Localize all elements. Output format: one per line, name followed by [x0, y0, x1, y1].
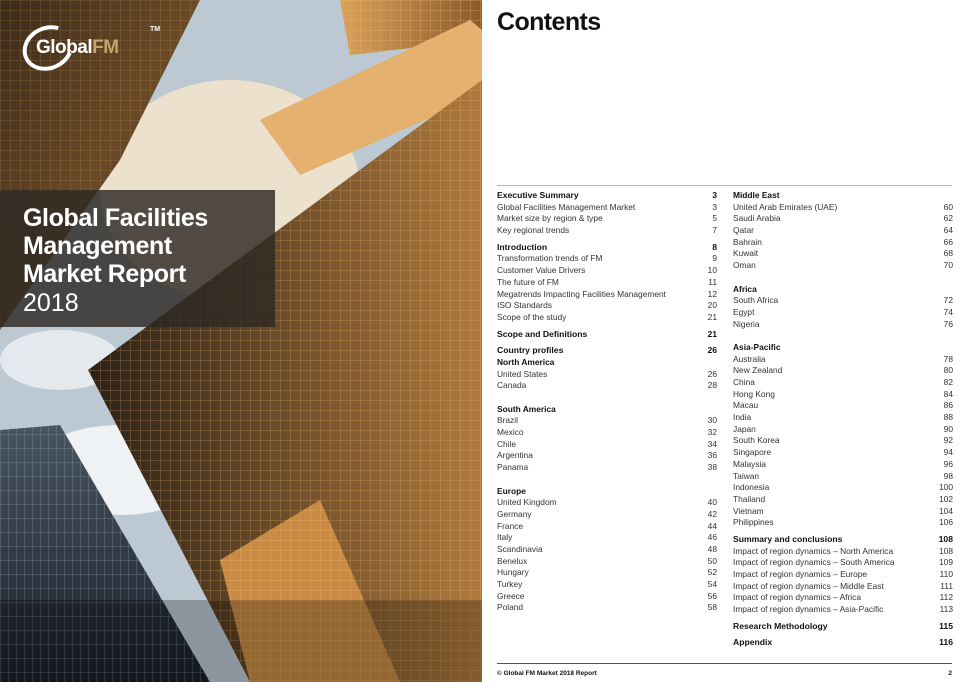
- toc-heading-page: 3: [712, 190, 717, 200]
- toc-heading-page: 108: [938, 533, 953, 544]
- toc-entry-page: 58: [707, 602, 717, 613]
- toc-entry-page: 113: [939, 604, 953, 615]
- toc-section-heading[interactable]: [497, 190, 717, 202]
- toc-heading-label: Research Methodology: [733, 620, 828, 631]
- toc-entry-label: Impact of region dynamics – South America: [733, 557, 895, 568]
- toc-entry-label: Australia: [733, 353, 766, 364]
- toc-entry-label: Middle East: [733, 190, 780, 200]
- toc-entry[interactable]: [733, 389, 953, 401]
- toc-section-heading[interactable]: [733, 534, 953, 546]
- toc-entry[interactable]: [733, 517, 953, 529]
- toc-section-heading[interactable]: [497, 242, 717, 254]
- toc-entry-page: 26: [707, 368, 717, 379]
- logo-trademark: TM: [150, 26, 161, 33]
- toc-entry-page: 84: [943, 388, 953, 399]
- toc-entry-page: 98: [943, 470, 953, 481]
- toc-entry-label: South Korea: [733, 435, 780, 446]
- toc-heading-label: Introduction: [497, 241, 548, 252]
- toc-entry-label: Macau: [733, 400, 759, 411]
- toc-entry[interactable]: [733, 295, 953, 307]
- toc-entry-label: South Africa: [733, 295, 779, 306]
- toc-entry-label: Argentina: [497, 450, 533, 461]
- toc-entry[interactable]: [733, 581, 953, 593]
- toc-entry-label: India: [733, 412, 752, 423]
- toc-entry-label: Indonesia: [733, 482, 770, 493]
- toc-entry[interactable]: [497, 450, 717, 462]
- toc-entry[interactable]: [733, 604, 953, 616]
- toc-entry-page: 64: [943, 225, 953, 236]
- toc-entry[interactable]: [497, 579, 717, 591]
- toc-entry-label: Malaysia: [733, 458, 767, 469]
- toc-entry-page: 100: [939, 482, 953, 493]
- toc-entry-page: 34: [707, 438, 717, 449]
- toc-region-heading: [497, 486, 717, 498]
- toc-entry-page: 92: [943, 435, 953, 446]
- toc-entry-label: Transformation trends of FM: [497, 253, 603, 264]
- toc-entry-label: Chile: [497, 438, 517, 449]
- toc-spacer: [497, 474, 717, 486]
- toc-entry-label: Taiwan: [733, 470, 760, 481]
- toc-entry-label: Kuwait: [733, 248, 759, 259]
- toc-entry[interactable]: [733, 506, 953, 518]
- toc-entry-page: 20: [707, 300, 717, 311]
- toc-entry-label: Hungary: [497, 567, 529, 578]
- bottom-divider: [497, 663, 952, 664]
- toc-entry-page: 40: [707, 497, 717, 508]
- toc-entry-page: 70: [943, 260, 953, 271]
- toc-entry-page: 90: [943, 423, 953, 434]
- toc-entry-label: Singapore: [733, 447, 772, 458]
- toc-entry[interactable]: [497, 544, 717, 556]
- toc-spacer: [733, 272, 953, 284]
- toc-section: [497, 190, 717, 237]
- toc-entry-label: Impact of region dynamics – Europe: [733, 569, 868, 579]
- report-title-line-2: Management: [23, 232, 172, 260]
- toc-entry-page: 10: [707, 265, 717, 276]
- toc-entry-label: Philippines: [733, 517, 774, 528]
- toc-entry-label: Japan: [733, 423, 756, 434]
- toc-section: [497, 329, 717, 341]
- toc-entry-page: 11: [708, 276, 717, 287]
- toc-entry-page: 48: [707, 543, 717, 554]
- toc-entry-page: 44: [707, 520, 717, 531]
- toc-heading-page: 116: [939, 637, 953, 648]
- toc-entry[interactable]: [733, 260, 953, 272]
- toc-entry[interactable]: [497, 509, 717, 521]
- toc-entry-page: 38: [707, 462, 717, 473]
- toc-entry-label: Impact of region dynamics – Africa: [733, 592, 862, 603]
- toc-entry[interactable]: [733, 592, 953, 604]
- toc-entry[interactable]: [733, 412, 953, 424]
- toc-entry-label: Hong Kong: [733, 388, 775, 399]
- toc-entry-page: 36: [707, 450, 717, 461]
- toc-heading-label: Country profiles: [497, 345, 564, 356]
- toc-section: [733, 190, 953, 529]
- toc-entry[interactable]: [497, 567, 717, 579]
- toc-entry[interactable]: [497, 521, 717, 533]
- toc-entry-label: Poland: [497, 602, 524, 613]
- toc-entry-page: 56: [707, 590, 717, 601]
- toc-entry-label: Megatrends Impacting Facilities Management: [497, 288, 666, 299]
- toc-entry-page: 12: [707, 288, 717, 299]
- toc-entry[interactable]: [733, 213, 953, 225]
- toc-entry[interactable]: [733, 225, 953, 237]
- toc-entry[interactable]: [497, 225, 717, 237]
- toc-heading-page: 115: [939, 620, 953, 631]
- toc-entry-page: 82: [943, 377, 953, 387]
- toc-entry-label: Europe: [497, 485, 526, 496]
- toc-entry[interactable]: [497, 202, 717, 214]
- toc-section: [733, 534, 953, 616]
- toc-entry[interactable]: [733, 365, 953, 377]
- page-footer: [497, 670, 952, 677]
- report-year: 2018: [23, 289, 79, 317]
- toc-entry[interactable]: [733, 377, 953, 389]
- toc-region-heading: [497, 357, 717, 369]
- toc-entry-page: 106: [939, 517, 953, 528]
- toc-entry-page: 9: [712, 253, 717, 264]
- toc-section: [497, 345, 717, 614]
- contents-column-right: [733, 190, 953, 649]
- toc-entry[interactable]: [733, 546, 953, 558]
- toc-entry-label: Key regional trends: [497, 225, 570, 236]
- toc-entry-page: 78: [943, 353, 953, 364]
- toc-entry-label: New Zealand: [733, 365, 783, 376]
- toc-entry[interactable]: [733, 248, 953, 260]
- toc-entry[interactable]: [497, 312, 717, 324]
- toc-entry-label: United Arab Emirates (UAE): [733, 201, 838, 212]
- toc-entry-page: 86: [943, 400, 953, 411]
- toc-entry[interactable]: [497, 532, 717, 544]
- toc-entry-label: Saudi Arabia: [733, 213, 781, 224]
- toc-entry-label: Thailand: [733, 493, 766, 504]
- toc-entry[interactable]: [497, 380, 717, 392]
- toc-entry-label: Impact of region dynamics – Middle East: [733, 580, 884, 591]
- footer-copyright: © Global FM Market 2018 Report: [497, 670, 597, 677]
- toc-section: [733, 637, 953, 649]
- toc-entry[interactable]: [733, 471, 953, 483]
- toc-entry[interactable]: [733, 354, 953, 366]
- report-title-line-3: Market Report: [23, 260, 186, 288]
- toc-entry-label: Customer Value Drivers: [497, 265, 586, 276]
- toc-entry[interactable]: [497, 300, 717, 312]
- toc-entry-label: ISO Standards: [497, 300, 552, 311]
- toc-heading-label: Summary and conclusions: [733, 533, 843, 544]
- toc-entry[interactable]: [733, 319, 953, 331]
- toc-heading-page: 8: [712, 241, 717, 252]
- toc-spacer: [733, 330, 953, 342]
- toc-entry-page: 7: [712, 225, 717, 236]
- toc-entry[interactable]: [733, 435, 953, 447]
- toc-entry[interactable]: [497, 497, 717, 509]
- report-title-line-1: Global Facilities: [23, 204, 208, 232]
- toc-entry-page: 104: [939, 505, 953, 516]
- toc-entry-page: 74: [943, 306, 953, 317]
- toc-heading-label: Executive Summary: [497, 190, 579, 200]
- toc-entry-page: 50: [707, 555, 717, 566]
- toc-entry-label: Canada: [497, 380, 527, 391]
- toc-entry-page: 111: [940, 580, 953, 591]
- toc-entry-label: Bahrain: [733, 236, 762, 247]
- toc-entry-page: 54: [707, 579, 717, 589]
- toc-entry-page: 102: [939, 493, 953, 504]
- toc-entry-page: 5: [712, 213, 717, 224]
- toc-entry[interactable]: [497, 369, 717, 381]
- toc-entry-page: 109: [939, 557, 953, 568]
- toc-section-heading[interactable]: [497, 345, 717, 357]
- toc-entry-label: Qatar: [733, 225, 754, 236]
- toc-entry-label: Greece: [497, 590, 525, 601]
- toc-entry[interactable]: [733, 447, 953, 459]
- toc-entry-page: 60: [943, 201, 953, 212]
- logo-text: GlobalFM: [36, 37, 119, 58]
- toc-entry-label: Africa: [733, 283, 757, 294]
- toc-entry[interactable]: [497, 439, 717, 451]
- toc-entry-label: Market size by region & type: [497, 213, 603, 224]
- toc-entry-page: 110: [939, 569, 953, 579]
- toc-entry-label: Scandinavia: [497, 543, 543, 554]
- toc-section: [733, 621, 953, 633]
- toc-section-heading[interactable]: [733, 637, 953, 649]
- toc-section-heading[interactable]: [497, 329, 717, 341]
- toc-entry-page: 42: [707, 508, 717, 519]
- toc-entry-page: 46: [707, 532, 717, 543]
- toc-entry[interactable]: [497, 253, 717, 265]
- toc-heading-page: 26: [707, 345, 717, 356]
- toc-entry-label: Impact of region dynamics – Asia-Pacific: [733, 604, 884, 615]
- toc-entry-label: Mexico: [497, 427, 524, 438]
- toc-entry[interactable]: [733, 557, 953, 569]
- toc-section: [497, 242, 717, 324]
- toc-entry-page: 76: [943, 318, 953, 329]
- contents-column-left: [497, 190, 717, 614]
- toc-entry-label: Egypt: [733, 306, 755, 317]
- toc-entry-label: Impact of region dynamics – North America: [733, 545, 894, 556]
- toc-entry[interactable]: [497, 602, 717, 614]
- toc-entry[interactable]: [497, 427, 717, 439]
- toc-entry-page: 28: [707, 380, 717, 391]
- toc-spacer: [497, 392, 717, 404]
- toc-heading-page: 21: [707, 328, 717, 339]
- toc-entry-label: Oman: [733, 260, 756, 271]
- toc-entry[interactable]: [733, 459, 953, 471]
- toc-entry-label: South America: [497, 403, 556, 414]
- toc-entry[interactable]: [497, 277, 717, 289]
- toc-entry[interactable]: [497, 415, 717, 427]
- toc-entry-page: 112: [939, 592, 953, 603]
- toc-section-heading[interactable]: [733, 621, 953, 633]
- toc-entry[interactable]: [497, 462, 717, 474]
- toc-entry-label: Asia-Pacific: [733, 341, 781, 352]
- toc-entry-page: 21: [707, 311, 717, 322]
- toc-entry-page: 52: [707, 567, 717, 578]
- toc-entry-label: Nigeria: [733, 318, 760, 329]
- top-divider: [497, 185, 952, 186]
- toc-heading-label: Appendix: [733, 637, 773, 648]
- globalfm-logo: [22, 26, 161, 70]
- toc-entry[interactable]: [733, 569, 953, 581]
- toc-entry-label: Global Facilities Management Market: [497, 201, 636, 212]
- toc-region-heading: [497, 404, 717, 416]
- toc-entry-label: Germany: [497, 508, 532, 519]
- toc-entry-page: 30: [707, 415, 717, 426]
- report-title-box: [0, 190, 275, 327]
- toc-entry-label: China: [733, 377, 755, 387]
- toc-entry[interactable]: [497, 556, 717, 568]
- toc-entry-page: 32: [707, 427, 717, 438]
- toc-entry[interactable]: [497, 213, 717, 225]
- toc-entry-label: Scope of the study: [497, 311, 567, 322]
- toc-region-heading: [733, 284, 953, 296]
- toc-entry-page: 108: [939, 545, 953, 556]
- footer-page-number: 2: [948, 670, 952, 677]
- toc-entry-page: 62: [943, 213, 953, 224]
- toc-entry-page: 72: [943, 295, 953, 306]
- toc-entry-page: 66: [943, 236, 953, 247]
- toc-entry[interactable]: [733, 494, 953, 506]
- toc-entry[interactable]: [497, 591, 717, 603]
- toc-entry-label: Turkey: [497, 579, 523, 589]
- toc-entry-label: United Kingdom: [497, 497, 557, 508]
- toc-entry-label: Vietnam: [733, 505, 764, 516]
- toc-entry[interactable]: [733, 237, 953, 249]
- toc-entry[interactable]: [733, 482, 953, 494]
- toc-entry-page: 88: [943, 412, 953, 423]
- toc-entry-page: 96: [943, 458, 953, 469]
- toc-entry-page: 3: [712, 201, 717, 212]
- toc-entry-label: Brazil: [497, 415, 518, 426]
- toc-entry[interactable]: [497, 265, 717, 277]
- toc-entry-label: Benelux: [497, 555, 528, 566]
- toc-heading-label: Scope and Definitions: [497, 328, 588, 339]
- toc-region-heading: [733, 190, 953, 202]
- toc-entry-label: United States: [497, 368, 548, 379]
- toc-entry[interactable]: [733, 307, 953, 319]
- toc-entry-label: North America: [497, 356, 555, 367]
- toc-entry-label: The future of FM: [497, 276, 559, 287]
- toc-region-heading: [733, 342, 953, 354]
- toc-entry-page: 80: [943, 365, 953, 376]
- toc-entry[interactable]: [733, 202, 953, 214]
- toc-entry-label: Panama: [497, 462, 529, 473]
- toc-entry[interactable]: [733, 424, 953, 436]
- toc-entry-label: Italy: [497, 532, 513, 543]
- toc-entry[interactable]: [497, 289, 717, 301]
- toc-entry[interactable]: [733, 400, 953, 412]
- contents-title: Contents: [497, 8, 601, 36]
- toc-entry-label: France: [497, 520, 524, 531]
- toc-entry-page: 94: [943, 447, 953, 458]
- toc-entry-page: 68: [943, 248, 953, 259]
